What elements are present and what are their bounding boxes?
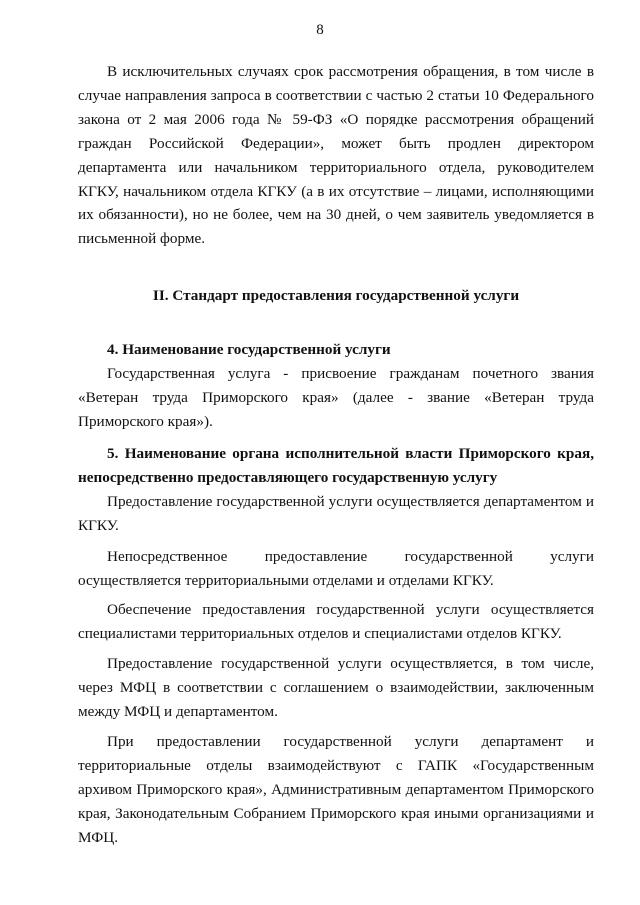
paragraph-provision: Предоставление государственной услуги осуществляется департаментом и КГКУ. [78,493,594,534]
subsection-heading-5: 5. Наименование органа исполнительной власти Приморского края, непосредственно предоставляющего государственную услугу [78,445,594,486]
section-heading: II. Стандарт предоставления государственной услуги [152,287,520,304]
paragraph-service-name: Государственная услуга - присвоение гражданам почетного звания «Ветеран труда Приморского края» (далее - звание «Ветеран труда Приморского края»). [78,365,594,430]
paragraph-support: Обеспечение предоставления государственной услуги осуществляется специалистами территориальных отделов и специалистами отделов КГКУ. [78,601,594,642]
paragraph-direct-provision-line2: осуществляется территориальными отделами и отделами КГКУ. [78,572,494,589]
paragraph-mfc: Предоставление государственной услуги осуществляется, в том числе, через МФЦ в соответствии с соглашением о взаимодействии, заключенным между МФЦ и департаментом. [78,655,594,720]
subsection-heading-4: 4. Наименование государственной услуги [107,341,391,358]
paragraph-interaction: При предоставлении государственной услуги департамент и территориальные отделы взаимодействуют с ГАПК «Государственным архивом Приморского края», Административным департаментом Приморского края, Законодательным Собранием Приморского края иными организациями и МФЦ. [78,733,594,846]
page-number: 8 [316,22,324,38]
paragraph-extension-period: В исключительных случаях срок рассмотрения обращения, в том числе в случае направления запроса в соответствии с частью 2 статьи 10 Федерального закона от 2 мая 2006 года № 59-ФЗ «О порядке рассмотрения обращений граждан Российской Федерации», может быть продлен директором департамента или начальником территориального отдела, руководителем КГКУ, начальником отдела КГКУ (а в их отсутствие – лицами, исполняющими их обязанности), но не более, чем на 30 дней, о чем заявитель уведомляется в письменной форме. [78,63,594,248]
paragraph-direct-provision-line1: Непосредственное предоставление государственной услуги [107,548,594,565]
